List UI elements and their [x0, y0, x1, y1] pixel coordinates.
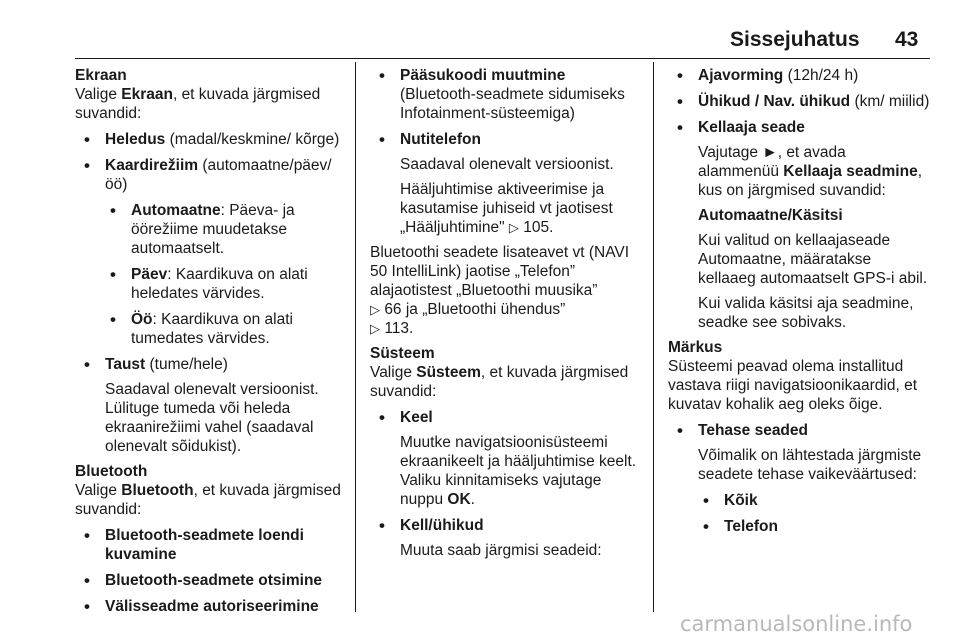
bold-term: Välisseadme autoriseerimine [105, 598, 319, 615]
bold-term: Kõik [724, 492, 758, 509]
text: : Päeva- ja öörežiime muudetakse automaatselt. [131, 202, 295, 257]
bold-term: Kellaaja seadmine [783, 163, 918, 180]
bold-term: Heledus [105, 131, 166, 148]
page-ref-icon: ▷ [508, 220, 519, 235]
right-arrow-icon: ► [762, 144, 778, 161]
list-item-auto [75, 201, 345, 258]
list-item-smartphone [370, 130, 645, 149]
bold-term: Ekraan [121, 86, 173, 103]
list-item-pin [370, 66, 645, 85]
list-item-all [668, 491, 930, 510]
text: , et avada alammenüü [698, 144, 846, 180]
auto-description: Kui valitud on kellaajaseade Automaatne, määratakse kellaaeg automaatselt GPS-i abil. [698, 232, 928, 287]
column-divider-1 [355, 62, 356, 612]
bold-term: Bluetooth-seadmete otsimine [105, 572, 323, 589]
pin-description: (Bluetooth-seadmete sidumiseks Infotainment-süsteemiga) [400, 86, 625, 122]
list-item-background [75, 355, 345, 374]
column-divider-2 [653, 62, 654, 612]
text: 66 ja „Bluetoothi ühendus” [384, 301, 566, 318]
bluetooth-intro [75, 481, 345, 519]
list-item-bt-search [75, 571, 345, 590]
bold-term: Kaardirežiim [105, 157, 199, 174]
bold-term: Automaatne [131, 202, 221, 219]
bold-term: Bluetooth [121, 482, 194, 499]
note-heading: Märkus [668, 339, 723, 356]
column-3 [668, 66, 930, 536]
text: : Kaardikuva on alati heledates värvides. [131, 266, 308, 302]
page-header-title: Sissejuhatus [730, 28, 860, 51]
text: 113. [384, 320, 414, 337]
text: (12h/24 h) [783, 67, 859, 84]
text: Bluetoothi seadete lisateavet vt (NAVI 50 IntelliLink) jaotise „Telefon” alajaotistest „Bluetoothi muusika” [370, 244, 630, 299]
list-item-clock-setting [668, 118, 930, 137]
bold-term: Telefon [724, 518, 778, 535]
column-2 [370, 66, 645, 560]
text: 105. [523, 219, 554, 236]
bold-term: Päev [131, 266, 168, 283]
list-item-night [75, 310, 345, 348]
page-ref-icon: ▷ [370, 321, 380, 336]
text: , et kuvada järgmised suvandid: [370, 364, 629, 400]
list-item-brightness [75, 130, 345, 149]
manual-description: Kui valida käsitsi aja seadmine, seadke see sobivaks. [698, 295, 914, 331]
text: Vajutage [698, 144, 763, 161]
column-1 [75, 66, 345, 616]
clock-setting-description [668, 143, 930, 200]
text: Valige [75, 482, 122, 499]
text: Hääljuhtimise aktiveerimise ja kasutamise juhiseid vt jaotisest „Hääljuhtimine" [400, 181, 613, 236]
auto-manual-label [668, 206, 930, 225]
text: . [470, 491, 475, 508]
page-ref-icon: ▷ [370, 302, 380, 317]
smartphone-body-1: Saadaval olenevalt versioonist. [400, 156, 614, 173]
watermark: carmanualsonline.info [680, 612, 913, 636]
text: Valige [370, 364, 417, 381]
bold-term: Süsteem [416, 364, 481, 381]
text: Muutke navigatsioonisüsteemi ekraanikeelt ja hääljuhtimise keelt. Valiku kinnitamiseks vajutage nuppu [400, 434, 637, 508]
smartphone-body-2 [370, 180, 645, 237]
factory-settings-description: Võimalik on lähtestada järgmiste seadete tehase vaikeväärtused: [698, 447, 922, 483]
language-description [370, 433, 645, 509]
text: (automaatne/päev/ öö) [105, 157, 332, 193]
list-item-clock-units [370, 516, 645, 535]
text: Valige [75, 86, 122, 103]
list-item-time-format [668, 66, 930, 85]
list-item-bt-auth [75, 597, 345, 616]
text: (madal/keskmine/ kõrge) [165, 131, 340, 148]
list-item-phone [668, 517, 930, 536]
bold-term: Kellaaja seade [698, 119, 805, 136]
system-intro [370, 363, 645, 401]
bold-term: Nutitelefon [400, 131, 481, 148]
background-description: Saadaval olenevalt versioonist. Lülituge tumeda või heleda ekraanirežiimi vahel (saadaval olenevalt sõidukist). [105, 381, 319, 455]
clock-units-description: Muuta saab järgmisi seadeid: [400, 542, 602, 559]
list-item-day [75, 265, 345, 303]
list-item-bt-list [75, 526, 345, 564]
list-item-factory-settings [668, 421, 930, 440]
bold-term: Bluetooth-seadmete loendi kuvamine [105, 527, 304, 563]
text: , et kuvada järgmised suvandid: [75, 482, 341, 518]
bold-term: Tehase seaded [698, 422, 808, 439]
header-rule [75, 58, 930, 59]
list-item-units [668, 92, 930, 111]
section-heading-bluetooth: Bluetooth [75, 463, 148, 480]
page-number: 43 [895, 28, 919, 51]
bold-term: Kell/ühikud [400, 517, 484, 534]
section-heading-system: Süsteem [370, 345, 435, 362]
text: , kus on järgmised suvandid: [698, 163, 923, 199]
text: : Kaardikuva on alati tumedates värvides. [131, 311, 293, 347]
text: (km/ miilid) [850, 93, 930, 110]
screen-intro [75, 85, 345, 123]
bold-term: Keel [400, 409, 433, 426]
list-item-language [370, 408, 645, 427]
note-body: Süsteemi peavad olema installitud vastava riigi navigatsioonikaardid, et kuvatav kohalik aeg oleks õige. [668, 358, 917, 413]
bold-term: OK [447, 491, 471, 508]
text: , et kuvada järgmised suvandid: [75, 86, 321, 122]
text: (tume/hele) [145, 356, 228, 373]
bold-term: Automaatne/Käsitsi [698, 207, 843, 224]
bold-term: Taust [105, 356, 146, 373]
bluetooth-more-info [370, 243, 645, 338]
list-item-map-mode [75, 156, 345, 194]
section-heading-screen: Ekraan [75, 67, 127, 84]
bold-term: Ühikud / Nav. ühikud [698, 93, 851, 110]
bold-term: Öö [131, 311, 153, 328]
bold-term: Pääsukoodi muutmine [400, 67, 566, 84]
bold-term: Ajavorming [698, 67, 784, 84]
